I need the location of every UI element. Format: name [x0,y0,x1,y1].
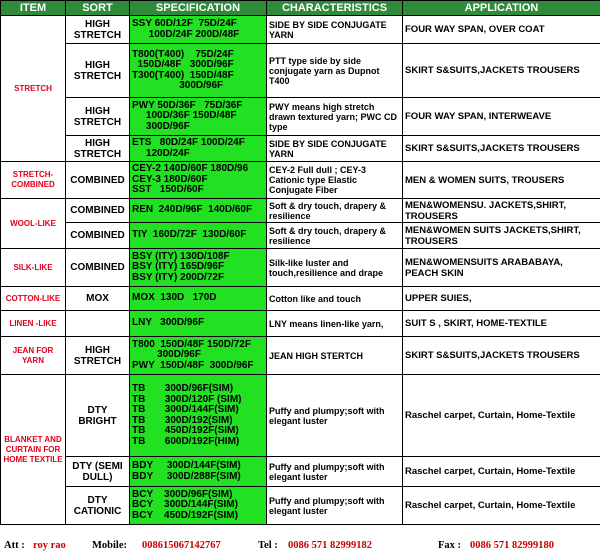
table-row [1,162,600,199]
mobile-label: Mobile: [92,540,127,551]
table-row [1,457,600,487]
sort-cell: DTY BRIGHT [66,375,130,457]
characteristics-cell: SIDE BY SIDE CONJUGATE YARN [267,136,403,162]
characteristics-cell: PTT type side by side conjugate yarn as Dupnot T400 [267,44,403,98]
spec-cell: LNY 300D/96F [130,311,267,337]
sort-cell: DTY (SEMI DULL) [66,457,130,487]
application-cell: SUIT S , SKIRT, HOME-TEXTILE [403,311,600,337]
sort-cell: MOX [66,287,130,311]
spec-cell: BCY 300D/96F(SIM) BCY 300D/144F(SIM) BCY 450D/192F(SIM) [130,487,267,525]
item-cell: STRETCH [1,16,66,162]
sort-cell: HIGH STRETCH [66,16,130,44]
fax-label: Fax : [438,540,462,551]
application-cell: Raschel carpet, Curtain, Home-Textile [403,487,600,525]
sort-cell: COMBINED [66,249,130,287]
application-cell: Raschel carpet, Curtain, Home-Textile [403,375,600,457]
table-row [1,487,600,525]
mobile-value: 008615067142767 [142,540,221,551]
table-row [1,375,600,457]
sort-cell: COMBINED [66,199,130,223]
header-characteristics: CHARACTERISTICS [267,1,403,16]
application-cell: SKIRT S&SUITS,JACKETS TROUSERS [403,44,600,98]
application-cell: MEN & WOMEN SUITS, TROUSERS [403,162,600,199]
tel-value: 0086 571 82999182 [288,540,372,551]
spec-cell: TB 300D/96F(SIM) TB 300D/120F (SIM) TB 300D/144F(SIM) TB 300D/192(SIM) TB 450D/192F(SIM) TB 600D/192F(HIM) [130,375,267,457]
spec-cell: REN 240D/96F 140D/60F [130,199,267,223]
spec-cell: TIY 160D/72F 130D/60F [130,223,267,249]
header-row [1,1,600,16]
sort-cell: HIGH STRETCH [66,44,130,98]
sort-cell: COMBINED [66,162,130,199]
item-cell: COTTON-LIKE [1,287,66,311]
application-cell: FOUR WAY SPAN, INTERWEAVE [403,98,600,136]
spec-cell: T800 150D/48F 150D/72F 300D/96F PWY 150D/48F 300D/96F [130,337,267,375]
item-cell: WOOL-LIKE [1,199,66,249]
sort-cell: COMBINED [66,223,130,249]
characteristics-cell: Puffy and plumpy;soft with elegant luster [267,457,403,487]
spec-cell: BDY 300D/144F(SIM) BDY 300D/288F(SIM) [130,457,267,487]
characteristics-cell: SIDE BY SIDE CONJUGATE YARN [267,16,403,44]
application-cell: SKIRT S&SUITS,JACKETS TROUSERS [403,136,600,162]
characteristics-cell: Soft & dry touch, drapery & resilience [267,199,403,223]
table-row [1,199,600,223]
sort-cell: HIGH STRETCH [66,337,130,375]
att-label: Att : [4,540,25,551]
characteristics-cell: Soft & dry touch, drapery & resilience [267,223,403,249]
characteristics-cell: LNY means linen-like yarn, [267,311,403,337]
characteristics-cell: JEAN HIGH STERTCH [267,337,403,375]
table-row [1,136,600,162]
characteristics-cell: Puffy and plumpy;soft with elegant luster [267,487,403,525]
sort-cell: HIGH STRETCH [66,136,130,162]
application-cell: MEN&WOMENSU. JACKETS,SHIRT, TROUSERS [403,199,600,223]
table-row [1,44,600,98]
characteristics-cell: Silk-like luster and touch,resilience and drape [267,249,403,287]
characteristics-cell: PWY means high stretch drawn textured yarn; PWC CD type [267,98,403,136]
spec-cell: PWY 50D/36F 75D/36F 100D/36F 150D/48F 300D/96F [130,98,267,136]
spec-cell: T800(T400) 75D/24F 150D/48F 300D/96F T300(T400) 150D/48F 300D/96F [130,44,267,98]
characteristics-cell: Puffy and plumpy;soft with elegant luster [267,375,403,457]
application-cell: MEN&WOMENSUITS ARABABAYA, PEACH SKIN [403,249,600,287]
application-cell: Raschel carpet, Curtain, Home-Textile [403,457,600,487]
item-cell: STRETCH-COMBINED [1,162,66,199]
header-specification: SPECIFICATION [130,1,267,16]
tel-label: Tel : [258,540,278,551]
table-row [1,98,600,136]
contact-footer [0,537,600,556]
att-value: roy rao [33,540,66,551]
sort-cell: HIGH STRETCH [66,98,130,136]
application-cell: UPPER SUIES, [403,287,600,311]
item-cell: JEAN FOR YARN [1,337,66,375]
item-cell: SILK-LIKE [1,249,66,287]
header-application: APPLICATION [403,1,600,16]
spec-cell: ETS 80D/24F 100D/24F 120D/24F [130,136,267,162]
item-cell: LINEN -LIKE [1,311,66,337]
spec-cell: CEY-2 140D/60F 180D/96 CEY-3 180D/60F SST 150D/60F [130,162,267,199]
header-item: ITEM [1,1,66,16]
spec-cell: MOX 130D 170D [130,287,267,311]
characteristics-cell: CEY-2 Full dull ; CEY-3 Cationic type Elastic Conjugate Fiber [267,162,403,199]
table-row [1,249,600,287]
spec-cell: SSY 60D/12F 75D/24F 100D/24F 200D/48F [130,16,267,44]
fax-value: 0086 571 82999180 [470,540,554,551]
application-cell: MEN&WOMEN SUITS JACKETS,SHIRT, TROUSERS [403,223,600,249]
application-cell: SKIRT S&SUITS,JACKETS TROUSERS [403,337,600,375]
header-sort: SORT [66,1,130,16]
spec-cell: BSY (ITY) 130D/108F BSY (ITY) 165D/96F BSY (ITY) 200D/72F [130,249,267,287]
sort-cell: DTY CATIONIC [66,487,130,525]
table-row [1,16,600,44]
item-cell: BLANKET AND CURTAIN FOR HOME TEXTILE [1,375,66,525]
table-row [1,337,600,375]
sort-cell [66,311,130,337]
characteristics-cell: Cotton like and touch [267,287,403,311]
table-row [1,311,600,337]
table-row [1,223,600,249]
application-cell: FOUR WAY SPAN, OVER COAT [403,16,600,44]
table-row [1,287,600,311]
